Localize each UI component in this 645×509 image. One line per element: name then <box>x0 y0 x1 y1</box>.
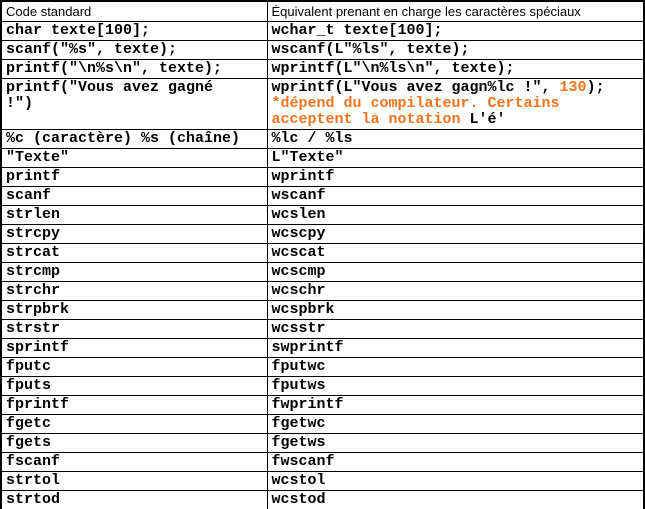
code-segment: wcscmp <box>271 263 326 280</box>
column-header-standard: Code standard <box>1 1 267 22</box>
standard-cell <box>1 225 267 244</box>
table-row <box>1 339 644 358</box>
code-segment: strtod <box>6 491 61 508</box>
code-segment: printf("\n%s\n", texte); <box>6 60 223 77</box>
code-segment: ); <box>586 79 605 96</box>
table-row <box>1 472 644 491</box>
wide-cell <box>267 149 644 168</box>
wide-cell <box>267 22 644 41</box>
table-row <box>1 415 644 434</box>
code-segment: wcspbrk <box>271 301 335 318</box>
wide-cell <box>267 168 644 187</box>
standard-cell <box>1 415 267 434</box>
table-row <box>1 282 644 301</box>
standard-cell <box>1 282 267 301</box>
code-segment: wcslen <box>271 206 326 223</box>
table-row <box>1 491 644 509</box>
code-segment: fgets <box>6 434 52 451</box>
code-segment: "Texte" <box>6 149 70 166</box>
wide-cell <box>267 396 644 415</box>
wide-cell <box>267 358 644 377</box>
wide-cell <box>267 282 644 301</box>
table-row <box>1 206 644 225</box>
code-segment: strlen <box>6 206 61 223</box>
standard-cell <box>1 60 267 79</box>
code-segment: fputwc <box>271 358 326 375</box>
code-segment: wcscat <box>271 244 326 261</box>
code-segment: %lc / %ls <box>271 130 353 147</box>
standard-cell <box>1 491 267 509</box>
code-segment: wprintf(L"\n%ls\n", texte); <box>271 60 515 77</box>
table-row <box>1 79 644 130</box>
table-row <box>1 263 644 282</box>
code-segment: strcmp <box>6 263 61 280</box>
table-row <box>1 225 644 244</box>
code-segment: scanf("%s", texte); <box>6 41 178 58</box>
wide-cell <box>267 434 644 453</box>
wide-cell <box>267 415 644 434</box>
standard-cell <box>1 79 267 130</box>
wide-cell <box>267 320 644 339</box>
code-segment: wchar_t texte[100]; <box>271 22 443 39</box>
code-segment: fgetc <box>6 415 52 432</box>
code-segment: strtol <box>6 472 61 489</box>
standard-cell <box>1 453 267 472</box>
table-row <box>1 377 644 396</box>
wide-cell <box>267 263 644 282</box>
wide-cell <box>267 244 644 263</box>
code-segment: strchr <box>6 282 61 299</box>
standard-cell <box>1 472 267 491</box>
code-segment: printf <box>6 168 61 185</box>
standard-cell <box>1 396 267 415</box>
header-row <box>1 1 644 22</box>
wide-cell <box>267 79 644 130</box>
code-segment: strcat <box>6 244 61 261</box>
table-row <box>1 358 644 377</box>
code-segment: fputc <box>6 358 52 375</box>
standard-cell <box>1 358 267 377</box>
code-segment: strpbrk <box>6 301 70 318</box>
table-row <box>1 320 644 339</box>
wide-cell <box>267 339 644 358</box>
wide-cell <box>267 472 644 491</box>
code-segment: fscanf <box>6 453 61 470</box>
table-row <box>1 244 644 263</box>
wide-cell <box>267 491 644 509</box>
standard-cell <box>1 149 267 168</box>
wide-cell <box>267 187 644 206</box>
code-segment: swprintf <box>271 339 344 356</box>
code-segment: wprintf <box>271 168 335 185</box>
wide-cell <box>267 377 644 396</box>
wide-cell <box>267 301 644 320</box>
standard-cell <box>1 206 267 225</box>
code-segment: wcscpy <box>271 225 326 242</box>
code-segment: char texte[100]; <box>6 22 151 39</box>
standard-cell <box>1 339 267 358</box>
table-row <box>1 60 644 79</box>
standard-cell <box>1 244 267 263</box>
code-segment: sprintf <box>6 339 70 356</box>
code-segment: wscanf <box>271 187 326 204</box>
table-body <box>1 22 644 509</box>
wide-cell <box>267 60 644 79</box>
code-segment: wcstod <box>271 491 326 508</box>
code-segment: wcschr <box>271 282 326 299</box>
standard-cell <box>1 263 267 282</box>
wide-cell <box>267 453 644 472</box>
code-segment: L"Texte" <box>271 149 344 166</box>
code-segment-highlight: *dépend du compilateur. Certains <box>271 95 560 112</box>
code-segment: L'é' <box>469 111 506 128</box>
wide-cell <box>267 130 644 149</box>
standard-cell <box>1 187 267 206</box>
code-segment: strcpy <box>6 225 61 242</box>
standard-cell <box>1 130 267 149</box>
standard-cell <box>1 320 267 339</box>
code-segment: wcsstr <box>271 320 326 337</box>
standard-cell <box>1 434 267 453</box>
code-segment: fputs <box>6 377 52 394</box>
code-segment: wscanf(L"%ls", texte); <box>271 41 470 58</box>
code-segment: !") <box>6 95 34 112</box>
table-row <box>1 41 644 60</box>
wide-cell <box>267 206 644 225</box>
table-row <box>1 149 644 168</box>
code-segment: printf("Vous avez gagné <box>6 79 214 96</box>
code-segment: fwscanf <box>271 453 335 470</box>
code-segment: wprintf(L"Vous avez gagn%lc !", <box>271 79 560 96</box>
code-segment: fputws <box>271 377 326 394</box>
table-row <box>1 187 644 206</box>
standard-cell <box>1 41 267 60</box>
code-segment: strstr <box>6 320 61 337</box>
code-segment: fprintf <box>6 396 70 413</box>
table-row <box>1 130 644 149</box>
standard-cell <box>1 377 267 396</box>
code-segment: fgetws <box>271 434 326 451</box>
code-segment: wcstol <box>271 472 326 489</box>
table-row <box>1 434 644 453</box>
code-segment-highlight: acceptent la notation <box>271 111 470 128</box>
standard-cell <box>1 168 267 187</box>
column-header-wide: Équivalent prenant en charge les caractères spéciaux <box>267 1 644 22</box>
table-row <box>1 453 644 472</box>
code-segment: scanf <box>6 187 52 204</box>
wide-cell <box>267 225 644 244</box>
table-row <box>1 396 644 415</box>
table-row <box>1 168 644 187</box>
standard-cell <box>1 22 267 41</box>
table-row <box>1 301 644 320</box>
standard-cell <box>1 301 267 320</box>
code-segment-highlight: 130 <box>559 79 587 96</box>
table-row <box>1 22 644 41</box>
code-segment: fwprintf <box>271 396 344 413</box>
code-segment: %c (caractère) %s (chaîne) <box>6 130 241 147</box>
code-segment: fgetwc <box>271 415 326 432</box>
wide-cell <box>267 41 644 60</box>
